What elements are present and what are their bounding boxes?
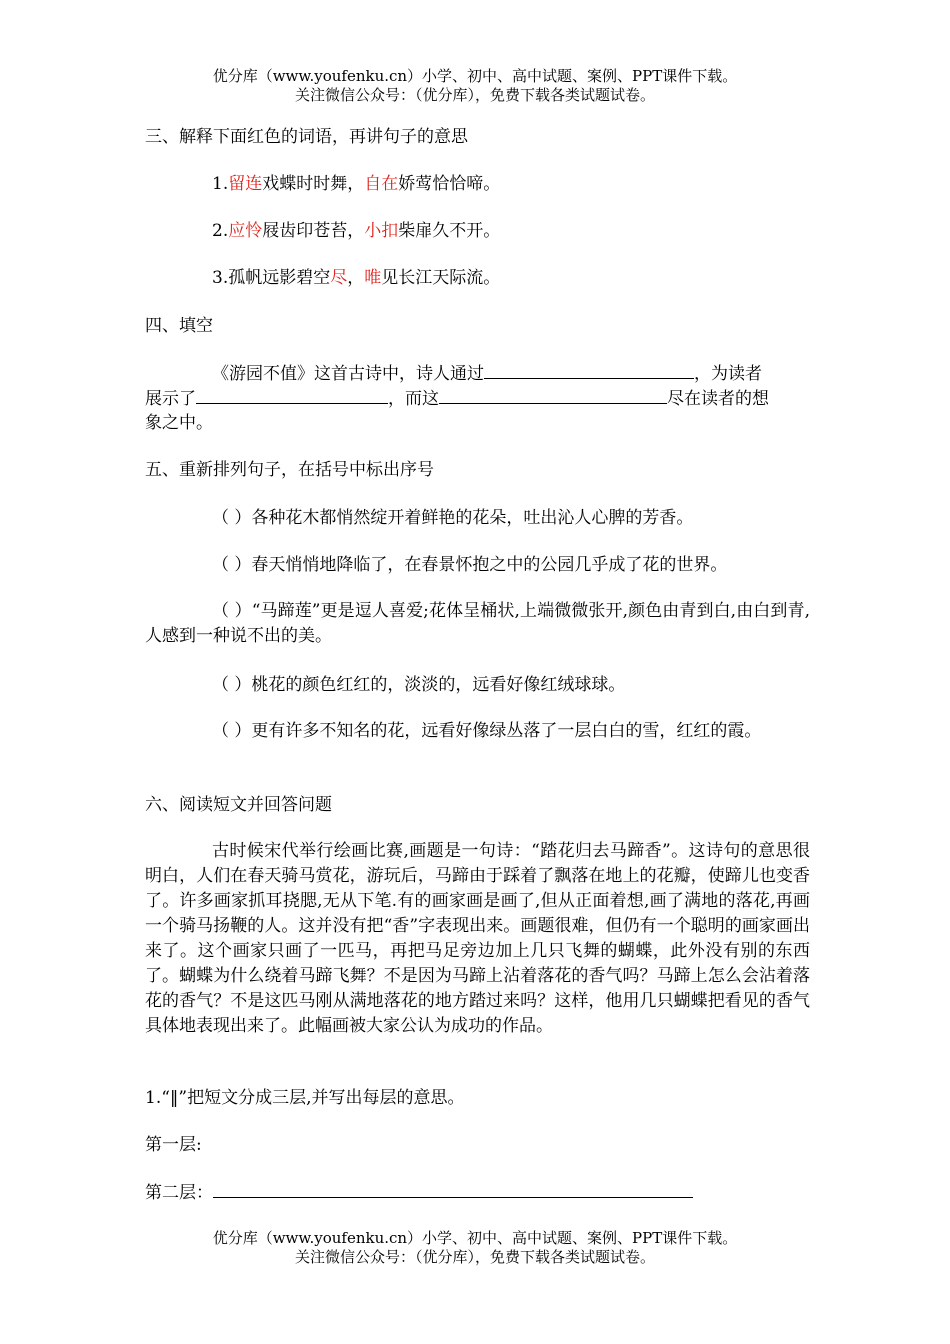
layer-1-label: 第一层: [145,1135,202,1155]
sentence-item [212,673,877,697]
order-paren[interactable]: （ ） [212,721,252,741]
sentence-item [212,506,877,530]
item-text: 戏蝶时时舞， [262,174,365,194]
red-word: 自在 [364,174,399,194]
fill-text: ，而这 [388,389,439,409]
item-text: 孤帆远影碧空 [228,268,331,288]
sentence-text: 春天悄悄地降临了，在春景怀抱之中的公园几乎成了花的世界。 [251,555,728,575]
fill-text: 《游园不值》这首古诗中，诗人通过 [212,364,484,384]
header-line-2: 关注微信公众号：（优分库），免费下载各类试题试卷。 [294,86,655,104]
section6-title: 六、阅读短文并回答问题 [145,795,332,815]
red-word: 尽 [330,268,348,288]
fill-line-3: 象之中。 [145,413,213,433]
red-word: 应怜 [228,221,263,241]
item-number: 1. [212,174,229,194]
item-number: 2. [212,221,229,241]
sentence-item [145,719,810,744]
item-text: 娇莺恰恰啼。 [398,174,501,194]
sentence-item [145,599,810,649]
layer-2-line [145,1180,810,1205]
fill-text: 展示了 [145,389,196,409]
order-paren[interactable]: （ ） [212,601,252,621]
red-word: 留连 [228,174,263,194]
section3-item-2 [212,219,877,243]
item-text: ， [347,268,365,288]
order-paren[interactable]: （ ） [212,675,252,695]
reading-passage: 古时候宋代举行绘画比赛,画题是一句诗：“踏花归去马蹄香”。这诗句的意思很明白，人们在春天骑马赏花，游玩后，马蹄由于踩着了飘落在地上的花瓣，使蹄儿也变香了。许多画家抓耳挠腮,无从下笔.有的画家画是画了,但从正面着想,画了满地的落花,再画一个骑马扬鞭的人。这并没有把“香”字表现出来。画题很难，但仍有一个聪明的画家画出来了。这个画家只画了一匹马，再把马足旁边加上几只飞舞的蝴蝶，此外没有别的东西了。蝴蝶为什么绕着马蹄飞舞？不是因为马蹄上沾着落花的香气吗？马蹄上怎么会沾着落花的香气？不是这匹马刚从满地落花的地方踏过来吗？这样，他用几只蝴蝶把看见的香气具体地表现出来了。此幅画被大家公认为成功的作品。 [145,841,810,1036]
layer-2-label: 第二层： [145,1183,213,1203]
header-line-1: 优分库（www.youfenku.cn）小学、初中、高中试题、案例、PPT课件下载。 [212,67,738,85]
question-1: 1.“‖”把短文分成三层,并写出每层的意思。 [145,1088,465,1108]
section3-item-1 [212,172,877,196]
sentence-text: 桃花的颜色红红的，淡淡的，远看好像红绒球球。 [251,675,626,695]
fill-blank-1[interactable] [484,361,694,379]
sentence-text: 各种花木都悄然绽开着鲜艳的花朵，吐出沁人心脾的芳香。 [251,508,694,528]
fill-blank-3[interactable] [439,386,667,404]
item-text: 柴扉久不开。 [398,221,501,241]
section3-item-3 [212,266,877,290]
item-text: 见长江天际流。 [381,268,501,288]
footer-line-2: 关注微信公众号：（优分库），免费下载各类试题试卷。 [294,1248,655,1266]
red-word: 唯 [364,268,382,288]
order-paren[interactable]: （ ） [212,555,252,575]
section5-title: 五、重新排列句子，在括号中标出序号 [145,460,434,480]
sentence-item [212,553,877,577]
section3-title: 三、解释下面红色的词语，再讲句子的意思 [145,127,468,147]
item-number: 3. [212,268,229,288]
section4-title: 四、填空 [145,316,213,336]
fill-text: 尽在读者的想 [667,389,769,409]
red-word: 小扣 [364,221,399,241]
fill-line-2 [145,386,810,411]
sentence-text: 更有许多不知名的花，远看好像绿丛落了一层白白的雪，红红的霞。 [251,721,762,741]
item-text: 屐齿印苍苔， [262,221,365,241]
footer-line-1: 优分库（www.youfenku.cn）小学、初中、高中试题、案例、PPT课件下载。 [212,1229,738,1247]
fill-blank-2[interactable] [196,386,388,404]
sentence-text: “马蹄莲”更是逗人喜爱;花体呈桶状,上端微微张开,颜色由青到白,由白到青,人感到一种说不出的美。 [145,601,810,646]
fill-line-1 [212,361,812,386]
layer-2-blank[interactable] [213,1180,693,1198]
order-paren[interactable]: （ ） [212,508,252,528]
fill-text: ，为读者 [694,364,762,384]
